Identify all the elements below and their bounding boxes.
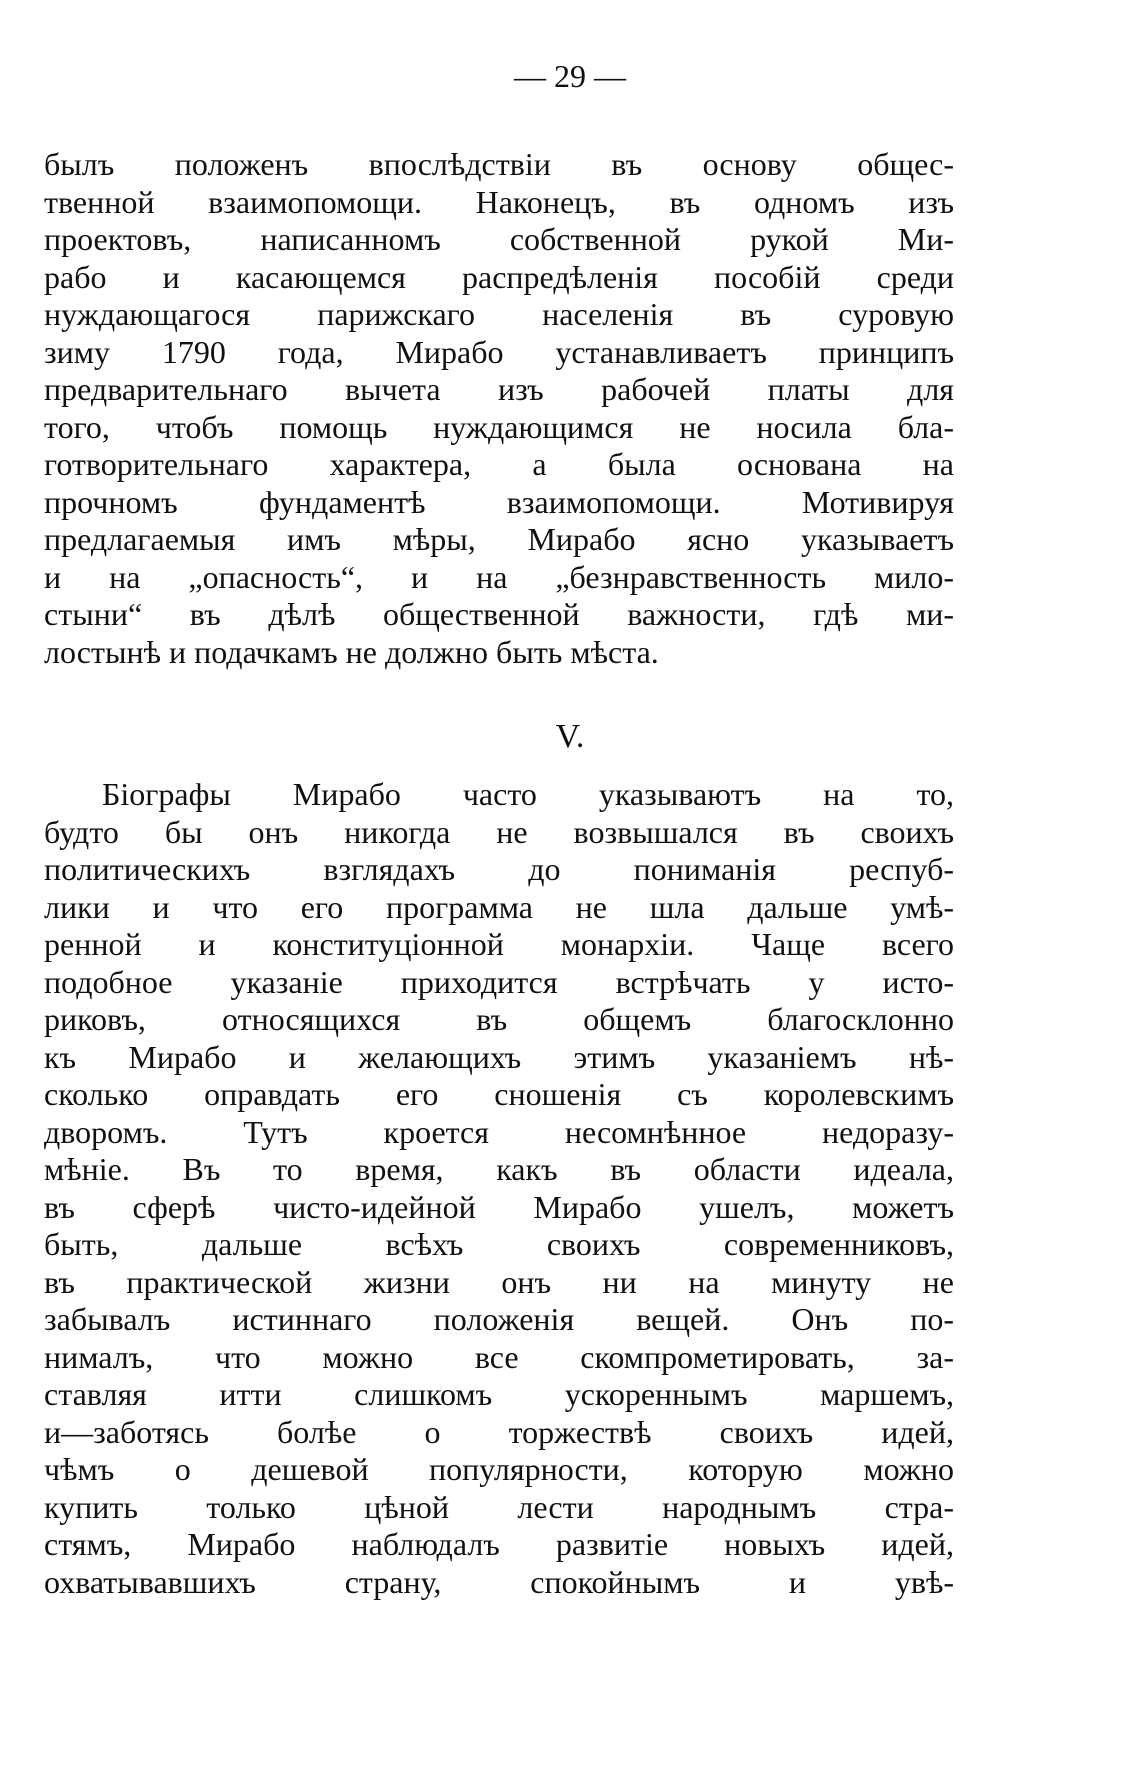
text-line: купить только цѣной лести народнымъ стра- [44, 1488, 954, 1525]
text-line: быть, дальше всѣхъ своихъ современниковъ, [44, 1226, 954, 1262]
text-line: въ практической жизни онъ ни на минуту не [44, 1263, 954, 1300]
text-line: лики и что его программа не шла дальше умѣ- [44, 888, 954, 925]
text-line: дворомъ. Тутъ кроется несомнѣнное недоразу- [44, 1113, 954, 1150]
section-heading: V. [555, 718, 585, 755]
text-line: забывалъ истиннаго положенія вещей. Онъ по- [44, 1301, 954, 1337]
text-line: охватывавшихъ страну, спокойнымъ и увѣ- [44, 1563, 954, 1600]
text-line: рабо и касающемся распредѣленія пособій среди [44, 258, 954, 295]
text-line: проектовъ, написанномъ собственной рукой Ми- [44, 221, 954, 257]
text-line: стямъ, Мирабо наблюдалъ развитіе новыхъ идей, [44, 1526, 954, 1562]
text-line: въ сферѣ чисто-идейной Мирабо ушелъ, можетъ [44, 1188, 954, 1225]
page-number: — 29 — [514, 58, 626, 94]
text-line: сколько оправдать его сношенія съ королевскимъ [44, 1076, 954, 1112]
text-line: готворительнаго характера, а была основана на [44, 446, 954, 482]
text-line: и на „опасность“, и на „безнравственность мило- [44, 558, 954, 595]
paragraph-2 [44, 776, 954, 1601]
text-line: ренной и конституціонной монархіи. Чаще всего [44, 926, 954, 962]
text-line: нуждающагося парижскаго населенія въ суровую [44, 296, 954, 332]
text-line: мѣніе. Въ то время, какъ въ области идеала, [44, 1151, 954, 1187]
text-line: риковъ, относящихся въ общемъ благосклонно [44, 1001, 954, 1037]
text-line: будто бы онъ никогда не возвышался въ своихъ [44, 813, 954, 850]
text-line: стыни“ въ дѣлѣ общественной важности, гдѣ ми- [44, 596, 954, 632]
text-line: политическихъ взглядахъ до пониманія респуб- [44, 851, 954, 887]
text-line: предварительнаго вычета изъ рабочей платы для [44, 371, 954, 407]
text-line: того, чтобъ помощь нуждающимся не носила бла- [44, 408, 954, 445]
text-line: чѣмъ о дешевой популярности, которую можно [44, 1451, 954, 1487]
text-line: къ Мирабо и желающихъ этимъ указаніемъ нѣ- [44, 1038, 954, 1075]
text-line: и—заботясь болѣе о торжествѣ своихъ идей, [44, 1413, 954, 1450]
text-line: нималъ, что можно все скомпрометировать, за- [44, 1338, 954, 1375]
text-line: былъ положенъ впослѣдствіи въ основу общес- [44, 146, 954, 182]
text-line: твенной взаимопомощи. Наконецъ, въ одномъ изъ [44, 183, 954, 220]
text-line: прочномъ фундаментѣ взаимопомощи. Мотивируя [44, 483, 954, 520]
text-line: зиму 1790 года, Мирабо устанавливаетъ принципъ [44, 333, 954, 370]
text-line: предлагаемыя имъ мѣры, Мирабо ясно указываетъ [44, 521, 954, 557]
paragraph-1 [44, 146, 954, 671]
text-line: лостынѣ и подачкамъ не должно быть мѣста. [44, 633, 659, 670]
text-line: ставляя итти слишкомъ ускореннымъ маршемъ, [44, 1376, 954, 1412]
text-line: подобное указаніе приходится встрѣчать у исто- [44, 963, 954, 1000]
text-line: Біографы Мирабо часто указываютъ на то, [102, 776, 954, 812]
